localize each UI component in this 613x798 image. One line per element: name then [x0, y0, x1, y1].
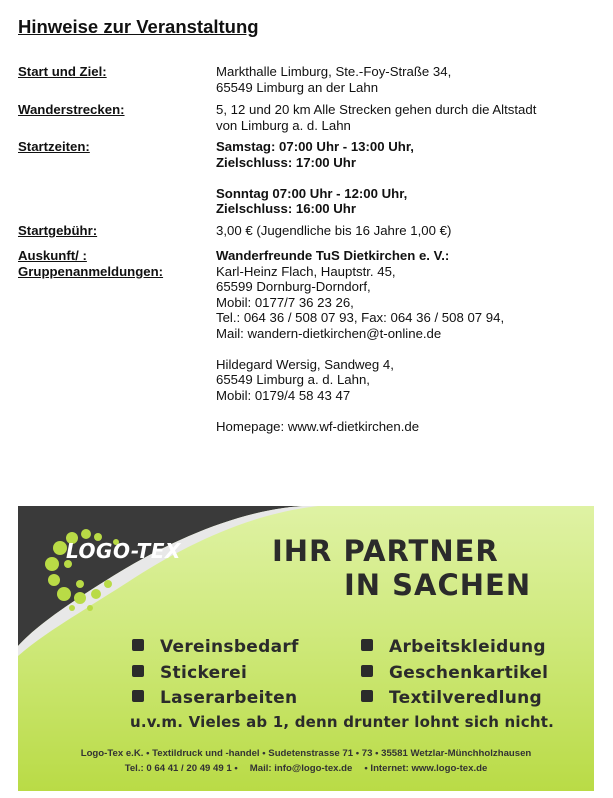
- logo-tex-advertisement: [18, 506, 594, 791]
- value-strecken: 5, 12 und 20 km Alle Strecken gehen durch die Altstadt von Limburg a. d. Lahn: [216, 102, 537, 133]
- value-auskunft: Wanderfreunde TuS Dietkirchen e. V.: Karl-Heinz Flach, Hauptstr. 45, 65599 Dornburg-Dorndorf, Mobil: 0177/7 36 23 26, Tel.: 064 36 / 508 07 93, Fax: 064 36 / 508 07 94, Mail: wandern-dietkirchen@t-online.de Hildegard Wersig, Sandweg 4, 65549 Limburg a. d. Lahn, Mobil: 0179/4 58 43 47 Homepage: www.wf-dietkirchen.de: [216, 248, 606, 434]
- feature-vereinsbedarf: Vereinsbedarf: [132, 637, 299, 657]
- ad-footer-contact: Tel.: 0 64 41 / 20 49 49 1 • Mail: info@logo-tex.de • Internet: www.logo-tex.de: [124, 763, 488, 774]
- homepage-link[interactable]: Homepage: www.wf-dietkirchen.de: [216, 418, 420, 434]
- ad-slogan: u.v.m. Vieles ab 1, denn drunter lohnt sich nicht.: [130, 713, 555, 731]
- ad-footer-address: Logo-Tex e.K. • Textildruck und -handel • Sudetenstrasse 71 • 73 • 35581 Wetzlar-Münchholzhausen: [80, 748, 532, 759]
- page-title: Hinweise zur Veranstaltung: [18, 16, 259, 37]
- feature-stickerei: Stickerei: [132, 663, 247, 683]
- logo-wordmark: LOGO-TEX: [66, 539, 181, 563]
- bullet-square-icon: [361, 690, 373, 702]
- label-startgebuehr: Startgebühr:: [18, 223, 98, 238]
- ad-headline: IHR PARTNER IN SACHEN: [272, 534, 532, 602]
- feature-laserarbeiten: Laserarbeiten: [132, 688, 297, 708]
- label-strecken: Wanderstrecken:: [18, 102, 125, 117]
- bullet-square-icon: [361, 639, 373, 651]
- label-auskunft: Auskunft/ : Gruppenanmeldungen:: [18, 248, 164, 279]
- org-name: Wanderfreunde TuS Dietkirchen e. V.:: [216, 248, 450, 263]
- feature-textilveredlung: Textilveredlung: [361, 688, 542, 708]
- email-contact: Mail: wandern-dietkirchen@t-online.de: [216, 325, 442, 341]
- label-startzeiten: Startzeiten:: [18, 139, 90, 154]
- value-startgebuehr: 3,00 € (Jugendliche bis 16 Jahre 1,00 €): [216, 223, 452, 238]
- bullet-square-icon: [132, 690, 144, 702]
- bullet-square-icon: [132, 665, 144, 677]
- feature-arbeitskleidung: Arbeitskleidung: [361, 637, 546, 657]
- value-start: Markthalle Limburg, Ste.-Foy-Straße 34, 65549 Limburg an der Lahn: [216, 64, 452, 95]
- feature-geschenkartikel: Geschenkartikel: [361, 663, 548, 683]
- value-startzeiten: Samstag: 07:00 Uhr - 13:00 Uhr, Zielschluss: 17:00 Uhr Sonntag 07:00 Uhr - 12:00 Uhr, Zielschluss: 16:00 Uhr: [216, 139, 414, 216]
- label-start: Start und Ziel:: [18, 64, 107, 79]
- bullet-square-icon: [361, 665, 373, 677]
- bullet-square-icon: [132, 639, 144, 651]
- logo-dots-icon: [40, 524, 200, 614]
